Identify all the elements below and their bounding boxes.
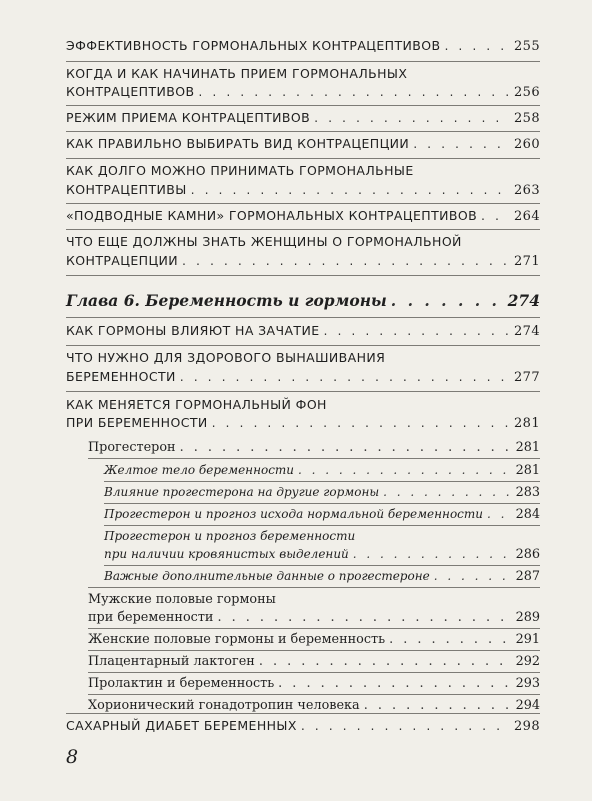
divider: [66, 158, 540, 159]
leader-dots: [212, 415, 510, 430]
leader-dots: [259, 654, 512, 669]
toc-subsubentry-page: 287: [515, 569, 540, 584]
leader-dots: [217, 610, 511, 625]
toc-entry-title: КАК МЕНЯЕТСЯ ГОРМОНАЛЬНЫЙ ФОН: [66, 397, 327, 412]
divider: [88, 694, 540, 695]
toc-subsubentry-page: 284: [515, 507, 540, 522]
toc-entry-page: 258: [513, 111, 540, 126]
leader-dots: [198, 84, 510, 99]
divider: [88, 458, 540, 459]
toc-subentry: [88, 698, 540, 713]
leader-dots: [278, 676, 511, 691]
leader-dots: [191, 182, 510, 197]
toc-entry: [66, 38, 540, 54]
toc-entry-title: КАК ПРАВИЛЬНО ВЫБИРАТЬ ВИД КОНТРАЦЕПЦИИ: [66, 136, 410, 151]
toc-entry-page: 274: [513, 324, 540, 339]
toc-entry-title: КАК ДОЛГО МОЖНО ПРИНИМАТЬ ГОРМОНАЛЬНЫЕ: [66, 163, 414, 178]
toc-subsubentry-title: Прогестерон и прогноз исхода нормальной беременности: [104, 507, 483, 521]
leader-dots: [182, 253, 510, 268]
leader-dots: [180, 369, 510, 384]
toc-subentry-title: Мужские половые гормоны: [88, 592, 276, 607]
toc-subentry: [88, 676, 540, 691]
toc-entry-title: ЧТО НУЖНО ДЛЯ ЗДОРОВОГО ВЫНАШИВАНИЯ: [66, 350, 386, 365]
toc-entry-title-cont: КОНТРАЦЕПТИВОВ: [66, 84, 195, 99]
toc-entry-line1: [66, 350, 540, 365]
divider: [66, 317, 540, 318]
leader-dots: [391, 291, 504, 310]
leader-dots: [444, 38, 510, 53]
toc-subsubentry-page: 283: [515, 485, 540, 500]
toc-entry-title: ЧТО ЕЩЕ ДОЛЖНЫ ЗНАТЬ ЖЕНЩИНЫ О ГОРМОНАЛЬНОЙ: [66, 234, 462, 249]
leader-dots: [383, 485, 511, 499]
leader-dots: [298, 463, 512, 477]
toc-subsubentry-title: Важные дополнительные данные о прогестероне: [104, 569, 430, 583]
leader-dots: [413, 136, 510, 151]
toc-subsubentry: [104, 507, 540, 522]
divider: [66, 713, 540, 714]
page-number: 8: [66, 746, 79, 768]
leader-dots: [180, 440, 512, 455]
toc-entry: [66, 84, 540, 100]
toc-subentry-title: Женские половые гормоны и беременность: [88, 632, 386, 647]
divider: [66, 345, 540, 346]
toc-entry-title: САХАРНЫЙ ДИАБЕТ БЕРЕМЕННЫХ: [66, 718, 297, 733]
toc-subentry-title: Прогестерон: [88, 440, 176, 455]
leader-dots: [481, 208, 510, 223]
toc-subentry-page: 291: [515, 632, 540, 647]
toc-entry-page: 260: [513, 137, 540, 152]
leader-dots: [353, 547, 512, 561]
divider: [66, 391, 540, 392]
toc-entry-title-cont: КОНТРАЦЕПТИВЫ: [66, 182, 187, 197]
toc-entry: [66, 369, 540, 385]
toc-entry-page: 264: [513, 209, 540, 224]
toc-entry-page: 271: [513, 254, 540, 269]
toc-entry-page: 281: [513, 416, 540, 431]
toc-subentry-page: 294: [515, 698, 540, 713]
toc-subentry-page: 292: [515, 654, 540, 669]
divider: [66, 61, 540, 62]
toc-entry: [66, 208, 540, 224]
toc-entry-line1: [66, 234, 540, 249]
toc-entry-line1: [66, 163, 540, 178]
toc-subentry-line1: [88, 592, 540, 607]
divider: [66, 275, 540, 276]
leader-dots: [324, 323, 510, 338]
toc-subsubentry-title: Прогестерон и прогноз беременности: [104, 529, 356, 543]
divider: [66, 203, 540, 204]
toc-subsubentry-title-cont: при наличии кровянистых выделений: [104, 547, 349, 561]
leader-dots: [487, 507, 512, 521]
leader-dots: [434, 569, 512, 583]
toc-entry: [66, 182, 540, 198]
divider: [88, 672, 540, 673]
chapter-heading: [66, 291, 540, 310]
toc-entry-page: 263: [513, 183, 540, 198]
divider: [88, 628, 540, 629]
leader-dots: [314, 110, 510, 125]
leader-dots: [301, 718, 510, 733]
toc-subentry-title: Плацентарный лактоген: [88, 654, 255, 669]
toc-entry: [66, 110, 540, 126]
toc-subsubentry: [104, 485, 540, 500]
toc-entry: [66, 415, 540, 431]
divider: [104, 481, 540, 482]
toc-subentry: [88, 440, 540, 455]
toc-entry-title-cont: КОНТРАЦЕПЦИИ: [66, 253, 179, 268]
toc-subentry: [88, 654, 540, 669]
toc-entry-title-cont: БЕРЕМЕННОСТИ: [66, 369, 176, 384]
chapter-title: Глава 6. Беременность и гормоны: [66, 291, 387, 310]
toc-entry-line1: [66, 397, 540, 412]
toc-entry: [66, 323, 540, 339]
divider: [88, 650, 540, 651]
toc-entry-line1: [66, 66, 540, 81]
toc-subentry-title: Хорионический гонадотропин человека: [88, 698, 360, 713]
toc-subsubentry: [104, 463, 540, 478]
divider: [66, 131, 540, 132]
toc-subsubentry-line1: [104, 529, 540, 543]
divider: [88, 587, 540, 588]
toc-entry-title: КОГДА И КАК НАЧИНАТЬ ПРИЕМ ГОРМОНАЛЬНЫХ: [66, 66, 408, 81]
toc-entry-page: 256: [513, 85, 540, 100]
divider: [66, 105, 540, 106]
chapter-page: 274: [507, 291, 540, 310]
toc-subentry-title: Пролактин и беременность: [88, 676, 275, 691]
toc-subentry: [88, 632, 540, 647]
toc-subsubentry-title: Влияние прогестерона на другие гормоны: [104, 485, 380, 499]
toc-entry: [66, 136, 540, 152]
toc-subsubentry: [104, 569, 540, 584]
toc-entry-page: 277: [513, 370, 540, 385]
divider: [104, 565, 540, 566]
toc-entry-title: ЭФФЕКТИВНОСТЬ ГОРМОНАЛЬНЫХ КОНТРАЦЕПТИВОВ: [66, 38, 441, 53]
toc-entry-page: 298: [513, 719, 540, 734]
toc-subentry-page: 289: [515, 610, 540, 625]
toc-subentry-page: 281: [515, 440, 540, 455]
divider: [104, 503, 540, 504]
toc-subsubentry-title: Желтое тело беременности: [104, 463, 295, 477]
divider: [104, 525, 540, 526]
toc-entry: [66, 253, 540, 269]
toc-subsubentry-page: 281: [515, 463, 540, 478]
toc-subsubentry-page: 286: [515, 547, 540, 562]
toc-entry-title-cont: ПРИ БЕРЕМЕННОСТИ: [66, 415, 208, 430]
toc-entry-title: «ПОДВОДНЫЕ КАМНИ» ГОРМОНАЛЬНЫХ КОНТРАЦЕПТИВОВ: [66, 208, 478, 223]
toc-subentry-title-cont: при беременности: [88, 610, 214, 625]
toc-subentry-page: 293: [515, 676, 540, 691]
leader-dots: [364, 698, 512, 713]
toc-entry-title: РЕЖИМ ПРИЕМА КОНТРАЦЕПТИВОВ: [66, 110, 311, 125]
toc-subsubentry: [104, 547, 540, 562]
divider: [66, 229, 540, 230]
toc-entry: [66, 718, 540, 734]
toc-entry-title: КАК ГОРМОНЫ ВЛИЯЮТ НА ЗАЧАТИЕ: [66, 323, 320, 338]
toc-entry-page: 255: [513, 39, 540, 54]
leader-dots: [389, 632, 511, 647]
toc-subentry: [88, 610, 540, 625]
